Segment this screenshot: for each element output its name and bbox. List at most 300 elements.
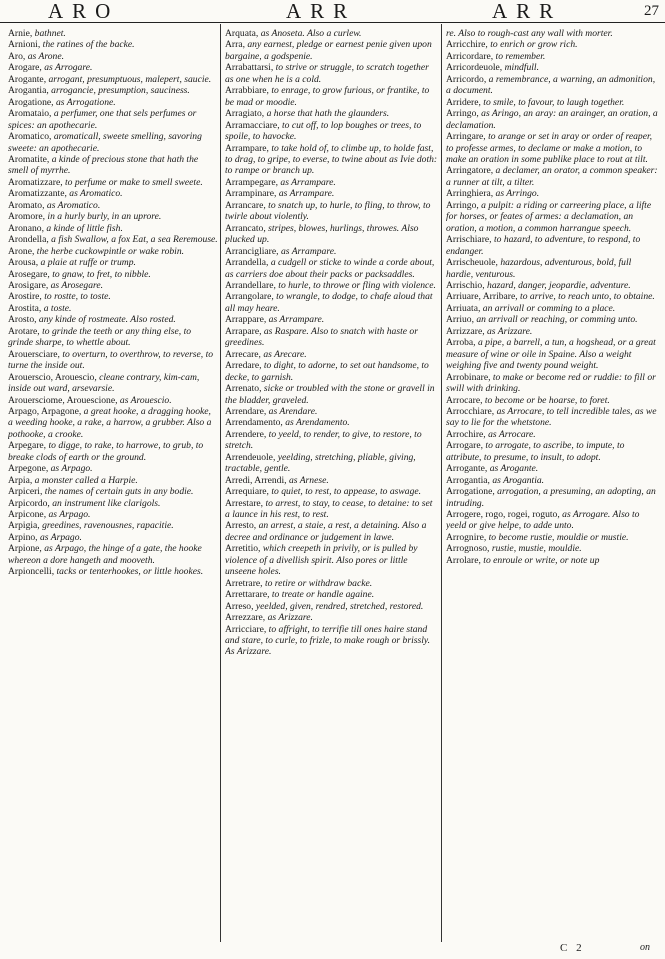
dictionary-entry <box>225 39 438 62</box>
dictionary-entry <box>225 280 438 291</box>
entry-definition: to grinde the teeth or any thing else, to grinde sharpe, to whettle about. <box>8 325 192 349</box>
entry-definition: an arrivall or reaching, or comming unto. <box>473 314 638 326</box>
dictionary-entry <box>225 578 438 589</box>
dictionary-entry <box>225 177 438 188</box>
dictionary-entry <box>446 188 659 199</box>
dictionary-entry <box>8 498 218 509</box>
entry-definition: hazardous, adventurous, bold, full hardie, venturous. <box>446 257 632 280</box>
entry-headword: Arrendere, <box>225 428 267 440</box>
entry-headword: Arpione, <box>8 543 42 555</box>
entry-headword: Arrogare, <box>446 440 484 452</box>
page-header <box>0 0 665 23</box>
entry-headword: Arogatione, <box>8 96 54 108</box>
entry-headword: Arogantia, <box>8 85 49 97</box>
entry-headword: Arrecare, <box>225 348 261 360</box>
dictionary-entry <box>225 475 438 486</box>
dictionary-entry <box>446 131 659 165</box>
entry-headword: Aro, <box>8 50 26 62</box>
entry-definition: a pipe, a barrell, a tun, a hogshead, or a great measure of wine or oile in Spaine. Also a weight weighing five and twenty pound weight. <box>446 337 656 372</box>
entry-definition: the ratines of the backe. <box>40 39 135 51</box>
entry-headword: Arrequiare, <box>225 486 269 498</box>
entry-definition: to strive or struggle, to scratch together as one when he is a cold. <box>225 62 429 85</box>
entry-headword: Arquata, <box>225 28 259 39</box>
entry-definition: to enrich or grow rich. <box>487 39 578 51</box>
dictionary-entry <box>8 211 218 222</box>
entry-definition: to enrage, to grow furious, or frantike, to be mad or moodie. <box>225 85 430 108</box>
entry-headword: Arrandellare, <box>225 279 276 291</box>
column-rule-1 <box>220 24 221 942</box>
entry-headword: Arricordeuole, <box>446 62 503 74</box>
dictionary-entry <box>446 234 659 257</box>
entry-definition: to become rustie, mouldie or mustie. <box>486 531 629 543</box>
dictionary-entry <box>8 314 218 325</box>
running-head-center: ARR <box>286 0 357 23</box>
entry-definition: a fish Swallow, a fox Eat, a sea Reremouse. <box>48 234 218 246</box>
entry-definition: an instrument like clarigols. <box>49 497 161 509</box>
entry-definition: as Aringo, an aray: an arainger, an oration, a declamation. <box>446 108 658 131</box>
running-head-left: ARO <box>48 0 120 23</box>
dictionary-entry <box>446 108 659 131</box>
entry-definition: hazard, danger, jeopardie, adventure. <box>484 279 631 291</box>
entry-headword: Arrogere, rogo, rogei, roguto, <box>446 509 560 521</box>
entry-definition: to yeeld, to render, to give, to restore, to stretch. <box>225 428 422 452</box>
dictionary-entry <box>446 372 659 395</box>
entry-definition: to remember. <box>493 50 546 62</box>
entry-headword: Arrolare, <box>446 554 481 566</box>
entry-definition: a cudgell or sticke to winde a corde about, as carriers doe about their packs or packsaddles. <box>225 257 435 280</box>
dictionary-entry <box>225 326 438 349</box>
entry-headword: Arrabbiare, <box>225 85 269 97</box>
dictionary-entry <box>8 85 218 96</box>
dictionary-entry <box>225 406 438 417</box>
dictionary-entry <box>8 303 218 314</box>
dictionary-entry <box>446 326 659 337</box>
entry-definition: the herbe cuckowpintle or wake robin. <box>34 245 185 257</box>
entry-headword: Arrampegare, <box>225 176 278 188</box>
entry-definition: yeelding, stretching, pliable, giving, tractable, gentle. <box>225 451 416 475</box>
entry-definition: as Arpago. <box>46 509 91 521</box>
entry-definition: a remembrance, a warning, an admonition, a document. <box>446 73 656 97</box>
entry-headword: Arrochire, <box>446 428 486 440</box>
entry-headword: Arrapare, <box>225 325 262 337</box>
dictionary-entry <box>8 246 218 257</box>
entry-definition: to arange or set in aray or order of reaper, to professe armes, to declame or make a motion, to make an oration in some publike place to rout at tilt. <box>446 131 653 165</box>
entry-headword: Arogare, <box>8 62 42 74</box>
entry-definition: as Arizzare. <box>484 325 533 337</box>
entry-definition: to retire or withdraw backe. <box>262 577 373 589</box>
entry-headword: Aromatico, <box>8 131 52 143</box>
dictionary-entry <box>446 62 659 73</box>
entry-headword: Aromato, <box>8 199 45 211</box>
dictionary-entry <box>8 291 218 302</box>
dictionary-entry <box>8 223 218 234</box>
entry-headword: Arridere, <box>446 96 481 108</box>
dictionary-entry <box>8 532 218 543</box>
entry-headword: Arreso, <box>225 600 254 612</box>
entry-headword: Arrestare, <box>225 497 264 509</box>
dictionary-entry <box>8 28 218 39</box>
entry-headword: Arra, <box>225 39 245 51</box>
dictionary-entry <box>225 188 438 199</box>
entry-headword: Arnioni, <box>8 39 41 51</box>
entry-headword: Arosegare, <box>8 268 50 280</box>
dictionary-entry <box>225 417 438 428</box>
entry-definition: which creepeth in privily, or is pulled by violence of a divellish spirit. Also pores or little unseene holes. <box>225 543 418 578</box>
dictionary-entry <box>446 39 659 50</box>
entry-definition: as Arnese. <box>286 474 329 486</box>
entry-definition: mindfull. <box>502 62 539 74</box>
entry-headword: Arrancare, <box>225 199 266 211</box>
entry-headword: Aromataio, <box>8 108 52 120</box>
entry-definition: greedines, ravenousnes, rapacitie. <box>39 520 174 532</box>
entry-headword: Arpiceri, <box>8 486 43 498</box>
entry-definition: as Arrampare. <box>276 188 335 200</box>
entry-definition: rustie, mustie, mouldie. <box>489 543 582 555</box>
entry-definition: a great hooke, a dragging hooke, a weeding hooke, a rake, a harrow, a grubber. Also a pothooke, a crooke. <box>8 405 212 440</box>
entry-headword: Arrendare, <box>225 405 267 417</box>
dictionary-entry <box>225 85 438 108</box>
entry-headword: Arpioncelli, <box>8 566 55 578</box>
entry-headword: Aromatite, <box>8 153 50 165</box>
entry-headword: Arpegone, <box>8 463 49 475</box>
entry-headword: Aronano, <box>8 222 44 234</box>
dictionary-entry <box>446 165 659 188</box>
dictionary-entry <box>446 395 659 406</box>
dictionary-entry <box>8 62 218 73</box>
dictionary-entry <box>446 200 659 234</box>
entry-definition: sicke or troubled with the stone or gravell in the bladder, graveled. <box>225 383 435 406</box>
dictionary-entry <box>8 131 218 154</box>
dictionary-entry <box>225 612 438 623</box>
entry-definition: to dight, to adorne, to set out handsome, to decke, to garnish. <box>225 360 429 383</box>
entry-definition: as Arrampare. <box>278 245 337 257</box>
entry-headword: Arringo, <box>446 199 479 211</box>
entry-definition: to hurle, to throwe or fling with violence. <box>275 279 436 291</box>
dictionary-entry <box>225 601 438 612</box>
entry-definition: to quiet, to rest, to appease, to aswage. <box>268 486 422 498</box>
entry-definition: arrogancie, presumption, sauciness. <box>48 85 190 97</box>
dictionary-entry <box>225 108 438 119</box>
entry-definition: as Arizzare. <box>265 612 313 624</box>
entry-definition: a declamer, an orator, a common speaker: a runner at tilt, a tilter. <box>446 165 658 188</box>
entry-headword: Arringatore, <box>446 165 494 177</box>
dictionary-entry <box>8 440 218 463</box>
entry-headword: Arostire, <box>8 291 42 303</box>
page-number: 27 <box>644 3 659 19</box>
entry-definition: a perfumer, one that sels perfumes or spices: an apothecarie. <box>8 108 197 131</box>
dictionary-entry <box>225 486 438 497</box>
entry-definition: as Arrocare, to tell incredible tales, as we say to lie for the whetstone. <box>446 405 657 429</box>
entry-definition: as Arrampare. <box>266 314 325 326</box>
dictionary-entry <box>446 475 659 486</box>
entry-definition: to arrogate, to ascribe, to impute, to attribute, to presume, to insult, to adopt. <box>446 440 625 463</box>
entry-definition: a toste. <box>41 302 72 314</box>
entry-definition: a monster called a Harpie. <box>32 474 138 486</box>
dictionary-entry <box>8 372 218 395</box>
dictionary-entry <box>446 429 659 440</box>
entry-headword: Arrizzare, <box>446 325 485 337</box>
entry-definition: aromaticall, sweete smelling, savoring sweete: an apothecarie. <box>8 131 202 154</box>
entry-definition: re. Also to rough-cast any wall with morter. <box>446 28 613 39</box>
entry-headword: Arone, <box>8 245 35 257</box>
entry-headword: Arrobinare, <box>446 371 491 383</box>
entry-headword: Arosto, <box>8 314 37 326</box>
entry-definition: to gnaw, to fret, to nibble. <box>49 268 151 280</box>
dictionary-entry <box>8 200 218 211</box>
dictionary-entry <box>8 97 218 108</box>
dictionary-entry <box>446 337 659 371</box>
dictionary-entry <box>446 555 659 566</box>
dictionary-entry <box>225 257 438 280</box>
dictionary-entry <box>225 120 438 143</box>
entry-definition: the names of certain guts in any bodie. <box>42 486 194 498</box>
dictionary-entry <box>225 429 438 452</box>
entry-headword: Arrischiare, <box>446 234 492 246</box>
entry-headword: Arpago, Arpagone, <box>8 405 82 417</box>
entry-definition: a pulpit: a riding or carreering place, a lifte for horses, or feates of armes: a declamation, an oration, a motion, a common harrangue speech. <box>446 199 652 234</box>
dictionary-entry <box>225 520 438 543</box>
entry-definition: as Arogantia. <box>489 474 545 486</box>
dictionary-entry <box>8 39 218 50</box>
entry-headword: Arpino, <box>8 531 38 543</box>
dictionary-entry <box>446 303 659 314</box>
dictionary-entry <box>446 257 659 280</box>
entry-headword: Arrocare, <box>446 394 483 406</box>
dictionary-entry <box>8 475 218 486</box>
dictionary-entry <box>8 326 218 349</box>
dictionary-entry <box>225 624 438 658</box>
entry-headword: Arrendamento, <box>225 417 283 429</box>
entry-headword: Arondella, <box>8 234 49 246</box>
entry-definition: arrogation, a presuming, an adopting, an intruding. <box>446 486 656 509</box>
entry-definition: as Aromatico. <box>66 188 123 200</box>
entry-definition: as Arecare. <box>260 348 307 360</box>
entry-definition: as Arogante. <box>487 463 539 475</box>
entry-definition: to wrangle, to dodge, to chafe aloud that all may heare. <box>225 291 433 314</box>
dictionary-entry <box>225 246 438 257</box>
dictionary-entry <box>225 543 438 577</box>
dictionary-entry <box>446 74 659 97</box>
entry-definition: as Arone. <box>25 50 64 62</box>
dictionary-entry <box>446 486 659 509</box>
entry-definition: to become or be hoarse, to foret. <box>482 394 610 406</box>
dictionary-entry <box>8 269 218 280</box>
entry-definition: to overturn, to overthrow, to reverse, to turne the inside out. <box>8 348 214 372</box>
dictionary-entry <box>446 532 659 543</box>
entry-headword: Arpigia, <box>8 520 40 532</box>
dictionary-entry <box>225 291 438 314</box>
dictionary-entry <box>225 589 438 600</box>
dictionary-entry <box>225 383 438 406</box>
dictionary-entry <box>8 486 218 497</box>
dictionary-entry <box>8 74 218 85</box>
entry-definition: as Arpago. <box>48 463 93 475</box>
entry-headword: Arricordo, <box>446 73 487 85</box>
dictionary-entry <box>225 200 438 223</box>
entry-headword: Arretrare, <box>225 577 263 589</box>
entry-headword: Arretitio, <box>225 543 261 555</box>
dictionary-entry <box>8 51 218 62</box>
entry-definition: an arrest, a staie, a rest, a detaining. Also a decree and ordinance or judgement in lawe. <box>225 520 427 543</box>
entry-definition: any kinde of rostmeate. Also rosted. <box>36 314 176 326</box>
entry-definition: yeelded, given, rendred, stretched, restored. <box>253 600 424 612</box>
column-3 <box>446 28 659 938</box>
dictionary-entry <box>446 463 659 474</box>
dictionary-entry <box>225 349 438 360</box>
catchword: on <box>640 942 650 953</box>
dictionary-entry <box>446 440 659 463</box>
dictionary-entry <box>225 452 438 475</box>
page-footer <box>0 942 665 959</box>
entry-headword: Arpicordo, <box>8 497 50 509</box>
entry-headword: Arostita, <box>8 302 42 314</box>
dictionary-entry <box>446 97 659 108</box>
entry-headword: Arredi, Arrendi, <box>225 474 287 486</box>
entry-headword: Arriuata, <box>446 302 481 314</box>
entry-headword: Arrancato, <box>225 222 266 234</box>
entry-headword: Arrandella, <box>225 257 269 269</box>
entry-definition: cleane contrary, kim-cam, inside out ward, arsevarsie. <box>8 371 200 395</box>
dictionary-entry <box>225 62 438 85</box>
entry-definition: to smile, to favour, to laugh together. <box>480 96 625 108</box>
entry-headword: Arrancigliare, <box>225 245 279 257</box>
dictionary-entry <box>446 406 659 429</box>
dictionary-entry <box>446 314 659 325</box>
entry-headword: Arresto, <box>225 520 257 532</box>
dictionary-entry <box>446 543 659 554</box>
entry-definition: tacks or tenterhookes, or little hookes. <box>54 566 204 578</box>
entry-headword: Arrampinare, <box>225 188 277 200</box>
entry-definition: as Arrogatione. <box>53 96 116 108</box>
entry-definition: stripes, blowes, hurlings, throwes. Also plucked up. <box>225 222 419 246</box>
entry-definition: as Aromatico. <box>44 199 101 211</box>
entry-headword: Arotare, <box>8 325 40 337</box>
entry-definition: a kinde of little fish. <box>43 222 123 234</box>
entry-headword: Arpia, <box>8 474 33 486</box>
dictionary-entry <box>8 349 218 372</box>
dictionary-entry <box>8 566 218 577</box>
entry-headword: Arricordare, <box>446 50 494 62</box>
entry-definition: to affright, to terrifie till ones haire stand and stare, to curle, to frizle, to make rough or brissly. As Arizzare. <box>225 623 431 658</box>
entry-definition: to hazard, to adventure, to respond, to endanger. <box>446 234 641 257</box>
entry-headword: Arouersciome, Arouescione, <box>8 394 118 406</box>
entry-headword: Arrischio, <box>446 279 485 291</box>
dictionary-entry <box>446 280 659 291</box>
dictionary-entry <box>446 28 659 39</box>
entry-headword: Aromatizzare, <box>8 176 63 188</box>
entry-definition: bathnet. <box>32 28 66 39</box>
entry-headword: Aromatizzante, <box>8 188 67 200</box>
entry-definition: as Arrogare. <box>41 62 93 74</box>
entry-headword: Aromore, <box>8 211 46 223</box>
entry-headword: Arousa, <box>8 257 39 269</box>
dictionary-entry <box>225 143 438 177</box>
column-2 <box>225 28 438 938</box>
entry-definition: to enroule or write, or note up <box>480 554 600 566</box>
entry-headword: Arrognoso, <box>446 543 490 555</box>
entry-headword: Arragiato, <box>225 108 265 120</box>
entry-headword: Arroba, <box>446 337 476 349</box>
dictionary-entry <box>446 509 659 532</box>
running-head-right: ARR <box>492 0 563 23</box>
entry-definition: as Arringo. <box>493 188 540 200</box>
entry-definition: as Arpago, the hinge of a gate, the hooke whereon a dore hangeth and mooveth. <box>8 543 202 566</box>
entry-headword: Arrangolare, <box>225 291 274 303</box>
entry-headword: Arringhiera, <box>446 188 494 200</box>
entry-definition: as Arpago. <box>37 531 82 543</box>
entry-definition: as Anoseta. Also a curlew. <box>258 28 362 39</box>
dictionary-entry <box>8 108 218 131</box>
entry-definition: to rostte, to toste. <box>41 291 111 303</box>
entry-headword: Arricciare, <box>225 623 267 635</box>
entry-headword: Arouersciare, <box>8 348 60 360</box>
entry-definition: a plaie at ruffe or trump. <box>38 257 136 269</box>
entry-definition: a kinde of precious stone that hath the smell of myrrhe. <box>8 153 199 177</box>
entry-definition: as Arrogare. Also to yeeld or give helpe, to adde unto. <box>446 509 640 532</box>
entry-definition: to snatch up, to hurle, to fling, to throw, to twirle about violently. <box>225 199 431 223</box>
dictionary-entry <box>8 257 218 268</box>
entry-definition: any earnest, pledge or earnest penie given upon bargaine, a godspenie. <box>225 39 432 62</box>
entry-headword: Arrocchiare, <box>446 405 495 417</box>
dictionary-entry <box>8 543 218 566</box>
entry-definition: an arrivall or comming to a place. <box>480 302 616 314</box>
dictionary-entry <box>8 154 218 177</box>
entry-headword: Arpicone, <box>8 509 47 521</box>
dictionary-columns <box>0 24 665 942</box>
dictionary-entry <box>8 520 218 531</box>
dictionary-entry <box>225 314 438 325</box>
entry-headword: Arrappare, <box>225 314 267 326</box>
entry-headword: Arogante, <box>8 73 47 85</box>
entry-headword: Arramacciare, <box>225 119 280 131</box>
entry-headword: Arouerscio, Arouescio, <box>8 371 97 383</box>
entry-definition: to arrest, to stay, to cease, to detaine: to set a launce in his rest, to rest. <box>225 497 433 521</box>
entry-headword: Arrampare, <box>225 142 269 154</box>
dictionary-entry <box>8 188 218 199</box>
entry-headword: Arpegare, <box>8 440 47 452</box>
entry-definition: to cut off, to lop boughes or trees, to spoile, to havocke. <box>225 119 422 143</box>
entry-definition: as Arendare. <box>266 405 318 417</box>
entry-definition: to take hold of, to climbe up, to holde fast, to drag, to gripe, to everse, to twine about as Ivie doth: to rampe or branch up. <box>225 142 438 177</box>
entry-definition: to digge, to rake, to harrowe, to grub, to breake clods of earth or the ground. <box>8 440 204 463</box>
entry-definition: to perfume or make to smell sweete. <box>62 176 203 188</box>
entry-headword: Arrettarare, <box>225 589 270 601</box>
entry-headword: Arrogante, <box>446 463 488 475</box>
entry-headword: Arnie, <box>8 28 33 39</box>
entry-headword: Arrogatione, <box>446 486 495 498</box>
entry-headword: Arrenato, <box>225 383 262 395</box>
entry-definition: arrogant, presumptuous, malepert, saucie. <box>46 73 212 85</box>
entry-headword: Arredare, <box>225 360 262 372</box>
dictionary-entry <box>8 280 218 291</box>
entry-definition: as Arrampare. <box>278 176 336 188</box>
dictionary-entry <box>8 509 218 520</box>
dictionary-entry <box>225 360 438 383</box>
entry-headword: Arringo, <box>446 108 479 120</box>
entry-definition: as Arrocare. <box>485 428 536 440</box>
entry-headword: Arricchire, <box>446 39 488 51</box>
entry-headword: Arrendeuole, <box>225 451 276 463</box>
entry-headword: Arrabattarsi, <box>225 62 274 74</box>
entry-definition: to make or become red or ruddie: to fill or swill with drinking. <box>446 371 656 395</box>
column-1 <box>8 28 218 938</box>
entry-headword: Arringare, <box>446 131 486 143</box>
signature-mark: C 2 <box>560 942 585 954</box>
entry-headword: Arrischeuole, <box>446 257 498 269</box>
entry-definition: to arrive, to reach unto, to obtaine. <box>517 291 655 303</box>
dictionary-entry <box>8 177 218 188</box>
dictionary-entry <box>446 51 659 62</box>
